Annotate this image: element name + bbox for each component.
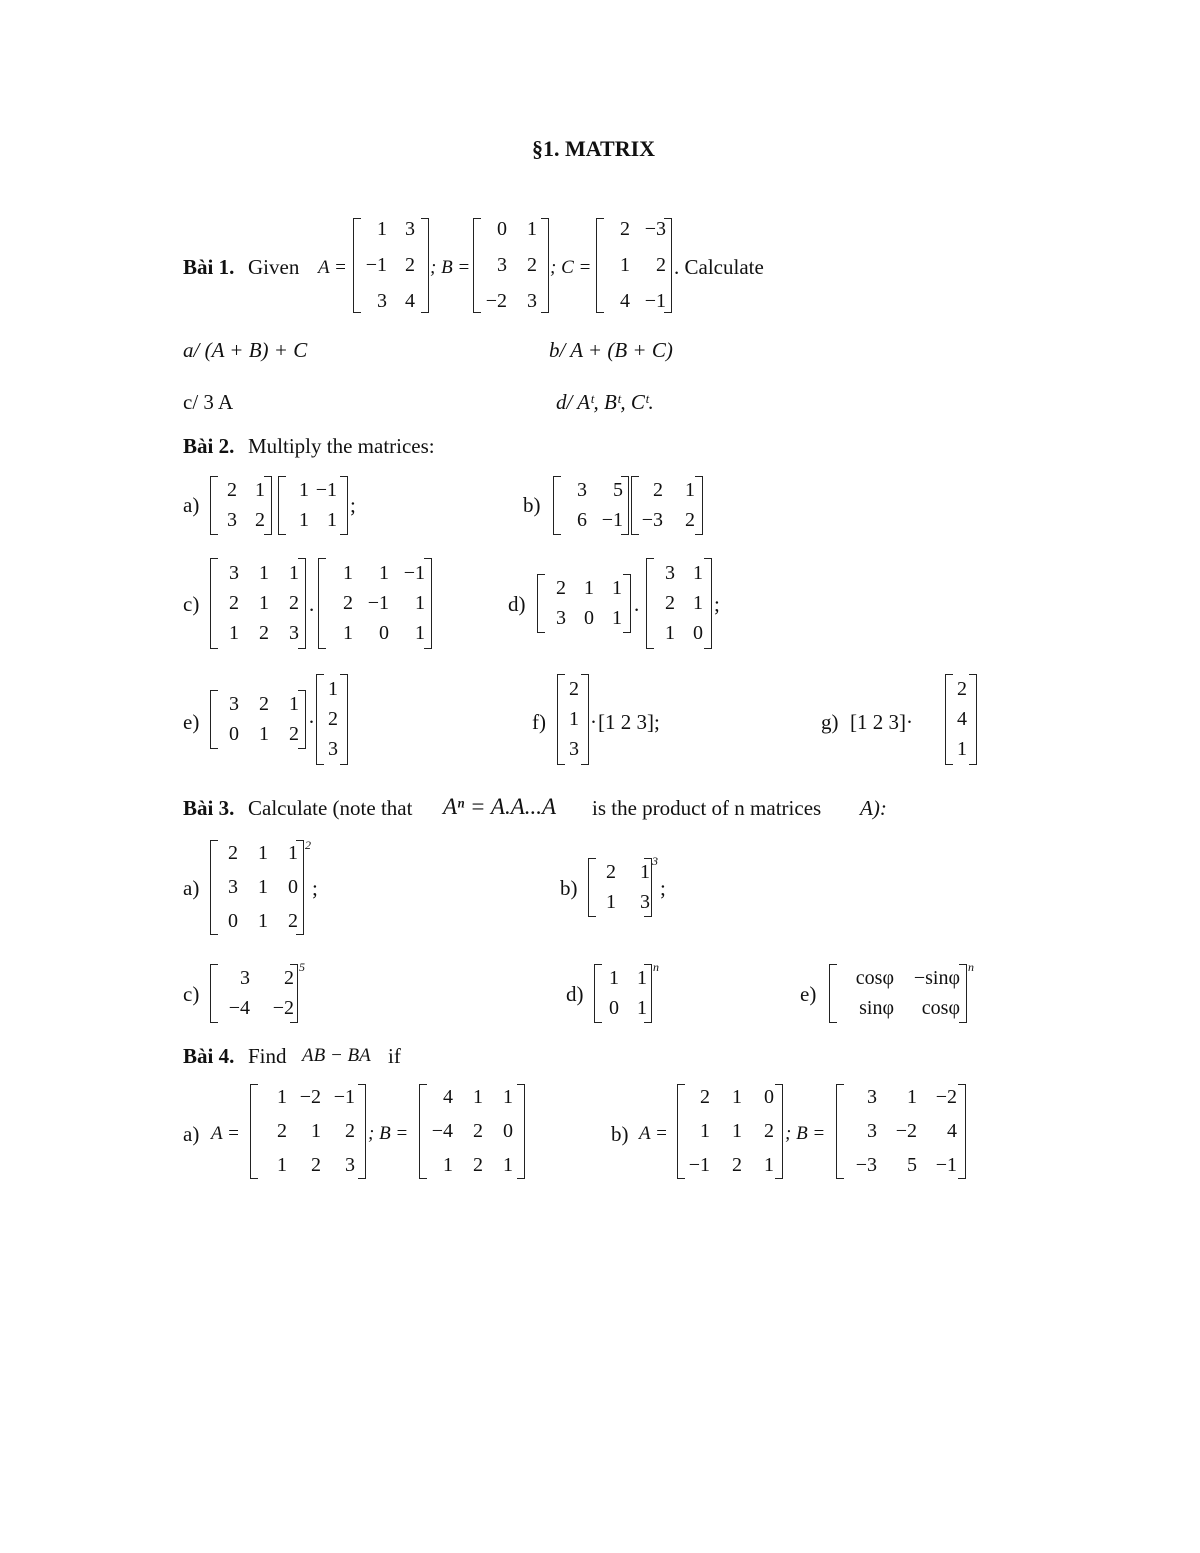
ex2-e-dot: ·: [308, 710, 315, 734]
matrix-cell: 5: [613, 479, 623, 501]
ex3-b-matrix: [588, 858, 652, 918]
matrix-cell: 0: [693, 622, 703, 644]
ex4-text: Find: [248, 1044, 287, 1068]
matrix-cell: 1: [620, 254, 630, 276]
matrix-cell: 1: [609, 967, 619, 989]
matrix-cell: 3: [527, 290, 537, 312]
matrix-cell: −3: [855, 1154, 877, 1176]
ex2-d-dot: .: [634, 592, 640, 616]
matrix-cell: 1: [328, 678, 338, 700]
matrix-cell: 3: [569, 738, 579, 760]
ex1-calculate: . Calculate: [674, 255, 764, 279]
ex2-f-dot: ·: [590, 710, 597, 734]
matrix-cell: 2: [228, 842, 238, 864]
ex2-g-row: [1 2 3]·: [850, 710, 913, 734]
matrix-cell: −1: [367, 592, 389, 614]
matrix-cell: 2: [311, 1154, 321, 1176]
matrix-cell: 1: [693, 592, 703, 614]
matrix-cell: 1: [299, 479, 309, 501]
matrix-cell: 2: [653, 479, 663, 501]
matrix-cell: 1: [277, 1086, 287, 1108]
ex3-c-matrix: [210, 964, 298, 1024]
matrix-cell: 2: [620, 218, 630, 240]
ex4-expr: AB − BA: [302, 1045, 371, 1066]
ex3-formula: Aⁿ = A.A...A: [443, 794, 557, 819]
matrix-cell: 3: [229, 693, 239, 715]
matrix-cell: 0: [503, 1120, 513, 1142]
matrix-cell: 3: [556, 607, 566, 629]
matrix-cell: 3: [497, 254, 507, 276]
ex4-b-matrix-B: [836, 1084, 966, 1180]
ex3-e-matrix: [829, 964, 967, 1024]
matrix-cell: 1: [700, 1120, 710, 1142]
matrix-cell: 2: [345, 1120, 355, 1142]
ex4-b-a-eq: A =: [639, 1123, 668, 1144]
matrix-cell: −2: [895, 1120, 917, 1142]
matrix-cell: 1: [764, 1154, 774, 1176]
matrix-cell: 3: [665, 562, 675, 584]
ex4-b-matrix-A: [677, 1084, 783, 1180]
ex4-a-label: a): [183, 1122, 200, 1146]
matrix-cell: cosφ: [921, 997, 960, 1019]
matrix-cell: 1: [606, 891, 616, 913]
matrix-cell: 2: [685, 509, 695, 531]
bracket-right: [958, 1084, 966, 1179]
matrix-cell: 0: [584, 607, 594, 629]
matrix-cell: 1: [259, 723, 269, 745]
ex1-item-b: b/ A + (B + C): [549, 338, 673, 362]
matrix-cell: 1: [640, 861, 650, 883]
matrix-cell: 2: [732, 1154, 742, 1176]
matrix-cell: 4: [620, 290, 630, 312]
matrix-cell: 0: [764, 1086, 774, 1108]
matrix-cell: 3: [405, 218, 415, 240]
matrix-cell: 1: [527, 218, 537, 240]
ex3-d-power: n: [653, 960, 659, 974]
matrix-cell: −4: [228, 997, 250, 1019]
bracket-right: [959, 964, 967, 1023]
matrix-cell: 2: [259, 693, 269, 715]
bracket-right: [541, 218, 549, 313]
matrix-cell: 2: [473, 1154, 483, 1176]
matrix-cell: −1: [403, 562, 425, 584]
matrix-cell: 2: [229, 592, 239, 614]
matrix-cell: 1: [957, 738, 967, 760]
bracket-right: [969, 674, 977, 765]
matrix-cell: 1: [907, 1086, 917, 1108]
matrix-cell: 0: [379, 622, 389, 644]
bracket-right: [298, 558, 306, 649]
matrix-cell: 1: [377, 218, 387, 240]
ex2-d-m2: [646, 558, 712, 650]
matrix-cell: 2: [288, 910, 298, 932]
matrix-cell: 1: [685, 479, 695, 501]
ex4-a-matrix-B: [419, 1084, 525, 1180]
bracket-left: [419, 1084, 427, 1179]
matrix-cell: 2: [957, 678, 967, 700]
ex2-g-m2: [945, 674, 977, 766]
ex2-d-label: d): [508, 592, 526, 616]
ex3-a-label: a): [183, 876, 200, 900]
matrix-cell: 1: [415, 622, 425, 644]
ex1-label: Bài 1.: [183, 255, 235, 279]
ex4-b-label: b): [611, 1122, 629, 1146]
matrix-cell: 1: [379, 562, 389, 584]
ex3-a-matrix: [210, 840, 304, 936]
matrix-cell: −4: [431, 1120, 453, 1142]
matrix-cell: 3: [377, 290, 387, 312]
ex2-b-m2: [631, 476, 703, 536]
matrix-cell: 2: [700, 1086, 710, 1108]
ex1-item-c: c/ 3 A: [183, 390, 234, 414]
matrix-cell: 1: [569, 708, 579, 730]
matrix-cell: 3: [345, 1154, 355, 1176]
matrix-cell: 2: [328, 708, 338, 730]
matrix-cell: 1: [255, 479, 265, 501]
matrix-cell: sinφ: [859, 997, 894, 1019]
matrix-cell: 2: [764, 1120, 774, 1142]
matrix-cell: 1: [732, 1086, 742, 1108]
ex3-text-pre: Calculate (note that: [248, 796, 413, 820]
matrix-cell: 2: [277, 1120, 287, 1142]
ex2-a-label: a): [183, 493, 200, 517]
ex2-b-label: b): [523, 493, 541, 517]
bracket-left: [473, 218, 481, 313]
ex2-b-m1: [553, 476, 629, 536]
bracket-right: [358, 1084, 366, 1179]
matrix-cell: 2: [284, 967, 294, 989]
ex1-given: Given: [248, 255, 300, 279]
ex2-g-label: g): [821, 710, 839, 734]
ex3-text-end: A):: [860, 796, 887, 820]
matrix-cell: −3: [641, 509, 663, 531]
ex3-b-power: 3: [652, 854, 658, 868]
matrix-cell: 3: [240, 967, 250, 989]
matrix-cell: 2: [343, 592, 353, 614]
ex3-d-matrix: [594, 964, 652, 1024]
ex1-matrix-B: [473, 218, 549, 314]
ex1-c-eq: ; C =: [550, 257, 592, 278]
matrix-cell: −1: [644, 290, 666, 312]
matrix-cell: −sinφ: [913, 967, 960, 989]
ex3-a-end: ;: [312, 876, 318, 900]
matrix-cell: −2: [935, 1086, 957, 1108]
ex3-a-power: 2: [305, 838, 311, 852]
matrix-cell: 1: [443, 1154, 453, 1176]
matrix-cell: 2: [665, 592, 675, 614]
ex2-e-m1: [210, 690, 306, 750]
ex2-d-end: ;: [714, 592, 720, 616]
ex2-e-label: e): [183, 710, 200, 734]
matrix-cell: 1: [637, 967, 647, 989]
matrix-cell: −1: [935, 1154, 957, 1176]
ex3-b-end: ;: [660, 876, 666, 900]
ex4-label: Bài 4.: [183, 1044, 235, 1068]
bracket-right: [340, 476, 348, 535]
page-title: §1. MATRIX: [532, 136, 656, 161]
bracket-right: [298, 690, 306, 749]
matrix-cell: 3: [867, 1086, 877, 1108]
matrix-cell: 1: [503, 1086, 513, 1108]
matrix-cell: 3: [289, 622, 299, 644]
matrix-cell: 2: [227, 479, 237, 501]
matrix-cell: 3: [228, 876, 238, 898]
matrix-cell: 3: [577, 479, 587, 501]
ex2-d-m1: [537, 574, 631, 634]
matrix-cell: 1: [327, 509, 337, 531]
matrix-cell: 2: [527, 254, 537, 276]
matrix-cell: 3: [227, 509, 237, 531]
matrix-cell: −1: [333, 1086, 355, 1108]
ex1-matrix-A: [353, 218, 429, 314]
ex2-f-label: f): [532, 710, 546, 734]
matrix-cell: 1: [732, 1120, 742, 1142]
ex4-a-b-eq: ; B =: [368, 1123, 409, 1144]
matrix-cell: 1: [289, 562, 299, 584]
matrix-cell: −1: [365, 254, 387, 276]
ex2-c-m1: [210, 558, 306, 650]
matrix-cell: 1: [277, 1154, 287, 1176]
matrix-cell: 2: [606, 861, 616, 883]
matrix-cell: 2: [259, 622, 269, 644]
matrix-cell: 3: [328, 738, 338, 760]
bracket-right: [704, 558, 712, 649]
matrix-cell: −2: [485, 290, 507, 312]
matrix-cell: cosφ: [855, 967, 894, 989]
ex2-c-m2: [318, 558, 432, 650]
matrix-cell: 2: [289, 723, 299, 745]
matrix-cell: −1: [315, 479, 337, 501]
matrix-cell: 2: [569, 678, 579, 700]
ex1-item-d: d/ Aᵗ, Bᵗ, Cᵗ.: [556, 390, 654, 414]
matrix-cell: 5: [907, 1154, 917, 1176]
matrix-cell: 1: [665, 622, 675, 644]
bracket-right: [695, 476, 703, 535]
bracket-right: [517, 1084, 525, 1179]
matrix-cell: 1: [258, 876, 268, 898]
matrix-cell: 1: [259, 592, 269, 614]
matrix-cell: −2: [299, 1086, 321, 1108]
matrix-cell: 1: [288, 842, 298, 864]
matrix-cell: −1: [688, 1154, 710, 1176]
bracket-right: [421, 218, 429, 313]
matrix-cell: 1: [289, 693, 299, 715]
matrix-cell: −2: [272, 997, 294, 1019]
ex3-b-label: b): [560, 876, 578, 900]
matrix-cell: 2: [556, 577, 566, 599]
matrix-cell: 1: [258, 910, 268, 932]
ex3-c-label: c): [183, 982, 200, 1006]
matrix-cell: 3: [229, 562, 239, 584]
ex2-a-m2: [278, 476, 348, 536]
bracket-right: [775, 1084, 783, 1179]
matrix-cell: 0: [228, 910, 238, 932]
ex2-text: Multiply the matrices:: [248, 434, 435, 458]
ex4-a-matrix-A: [250, 1084, 366, 1180]
matrix-cell: 0: [288, 876, 298, 898]
matrix-cell: 1: [473, 1086, 483, 1108]
matrix-cell: 0: [609, 997, 619, 1019]
matrix-cell: 4: [443, 1086, 453, 1108]
ex3-e-label: e): [800, 982, 817, 1006]
bracket-right: [623, 574, 631, 633]
matrix-cell: 1: [612, 577, 622, 599]
matrix-cell: 1: [637, 997, 647, 1019]
matrix-cell: 1: [311, 1120, 321, 1142]
bracket-right: [424, 558, 432, 649]
matrix-cell: 1: [693, 562, 703, 584]
matrix-cell: 1: [584, 577, 594, 599]
ex4-b-b-eq: ; B =: [785, 1123, 826, 1144]
matrix-cell: 1: [343, 562, 353, 584]
matrix-cell: 2: [473, 1120, 483, 1142]
ex2-label: Bài 2.: [183, 434, 235, 458]
ex3-text-post: is the product of n matrices: [592, 796, 822, 820]
matrix-cell: 2: [255, 509, 265, 531]
ex1-item-a: a/ (A + B) + C: [183, 338, 308, 362]
ex3-d-label: d): [566, 982, 584, 1006]
matrix-cell: 3: [867, 1120, 877, 1142]
ex2-c-label: c): [183, 592, 200, 616]
ex1-b-eq: ; B =: [430, 257, 471, 278]
ex3-c-power: 5: [299, 960, 305, 974]
matrix-cell: 2: [656, 254, 666, 276]
bracket-left: [353, 218, 361, 313]
matrix-cell: 2: [405, 254, 415, 276]
matrix-cell: 2: [289, 592, 299, 614]
ex2-e-m2: [316, 674, 348, 766]
matrix-cell: 1: [415, 592, 425, 614]
matrix-cell: 4: [957, 708, 967, 730]
ex3-e-power: n: [968, 960, 974, 974]
ex2-c-dot: .: [309, 592, 315, 616]
matrix-cell: 1: [259, 562, 269, 584]
matrix-cell: −1: [601, 509, 623, 531]
matrix-cell: 1: [343, 622, 353, 644]
matrix-cell: 1: [612, 607, 622, 629]
ex1-a-eq: A =: [318, 257, 347, 278]
bracket-right: [581, 674, 589, 765]
matrix-cell: 1: [229, 622, 239, 644]
ex2-f-m1: [557, 674, 589, 766]
ex3-label: Bài 3.: [183, 796, 235, 820]
matrix-cell: 3: [640, 891, 650, 913]
matrix-cell: 4: [947, 1120, 957, 1142]
matrix-cell: −3: [644, 218, 666, 240]
matrix-cell: 0: [497, 218, 507, 240]
ex2-f-row: [1 2 3];: [598, 710, 660, 734]
matrix-cell: 1: [299, 509, 309, 531]
ex4-a-a-eq: A =: [211, 1123, 240, 1144]
ex1-matrix-C: [596, 218, 672, 314]
bracket-right: [264, 476, 272, 535]
matrix-cell: 1: [503, 1154, 513, 1176]
bracket-right: [340, 674, 348, 765]
ex2-a-m1: [210, 476, 272, 536]
matrix-cell: 6: [577, 509, 587, 531]
ex4-if: if: [388, 1044, 401, 1068]
matrix-cell: 0: [229, 723, 239, 745]
matrix-cell: 4: [405, 290, 415, 312]
ex2-a-end: ;: [350, 493, 356, 517]
matrix-cell: 1: [258, 842, 268, 864]
